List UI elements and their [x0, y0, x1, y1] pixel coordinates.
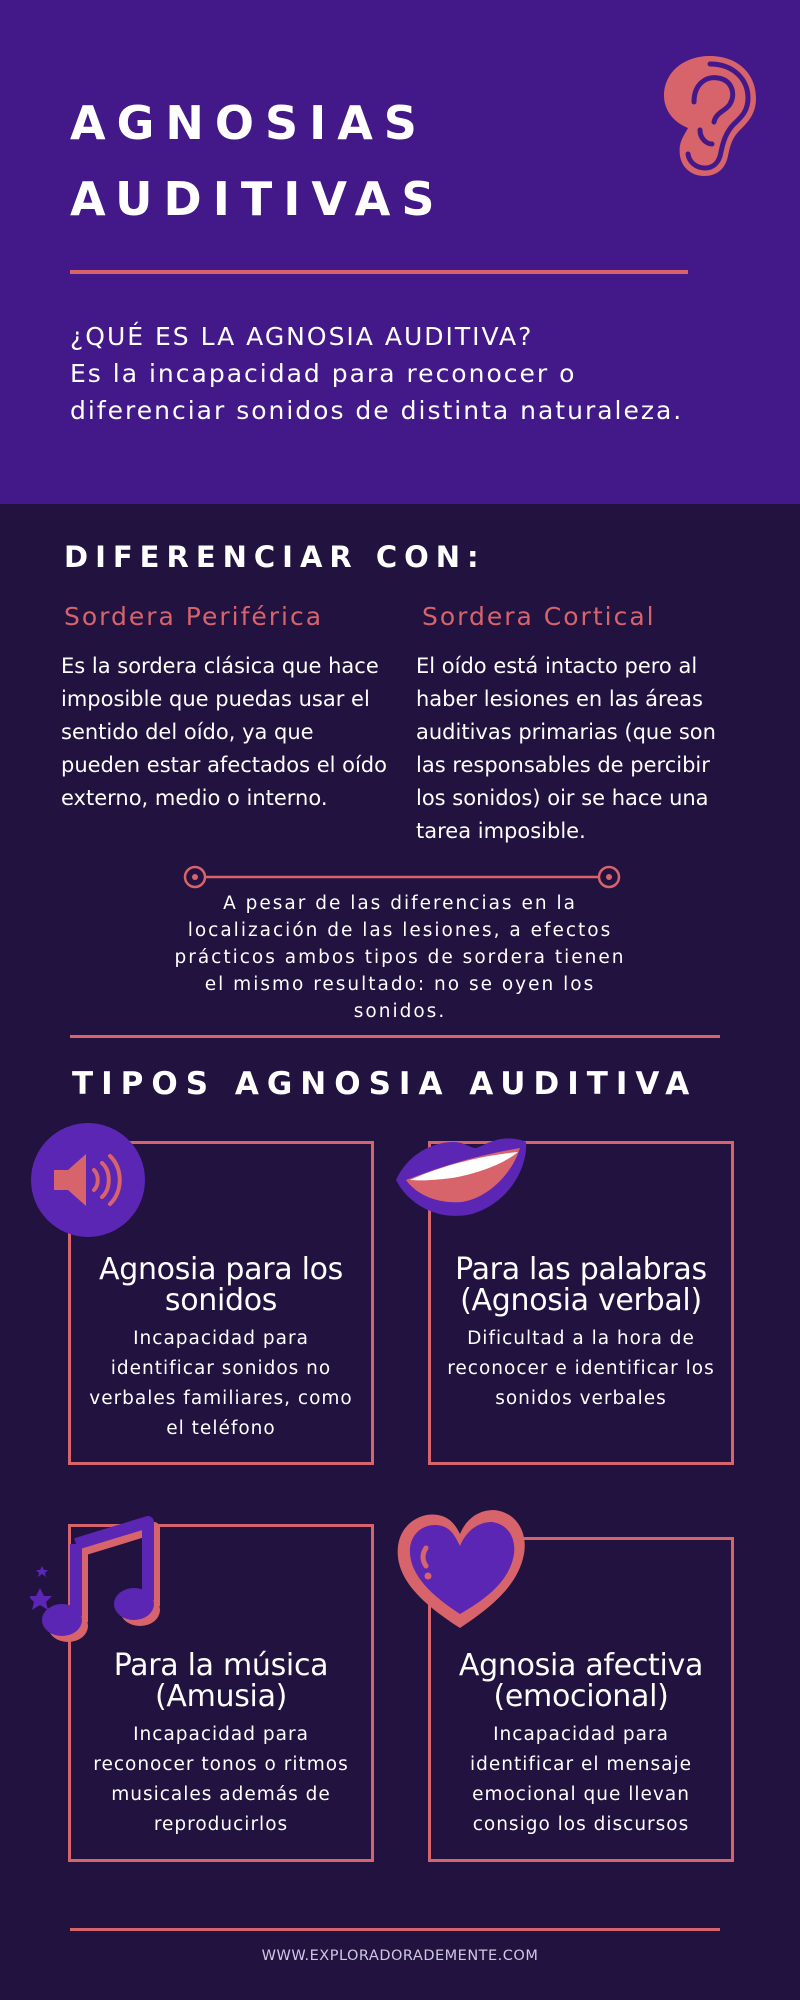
cortical-deafness-text: El oído está intacto pero al haber lesiones en las áreas auditivas primarias (que son las responsables de percibir los sonidos) oir se hace una tarea imposible. [416, 654, 716, 843]
peripheral-deafness-title: Sordera Periférica [64, 602, 324, 631]
title-line-1: AGNOSIAS [70, 96, 428, 150]
type-card-title [431, 1254, 731, 1316]
type-card-title [431, 1650, 731, 1712]
type-card-title-line: (Amusia) [154, 1679, 288, 1714]
type-card-title-line: (emocional) [493, 1679, 669, 1714]
type-card-title-line: Agnosia afectiva [458, 1648, 704, 1683]
footer-website: WWW.EXPLORADORADEMENTE.COM [261, 1948, 539, 1964]
footer-divider [70, 1928, 720, 1931]
types-heading: TIPOS AGNOSIA AUDITIVA [72, 1066, 698, 1102]
music-note-icon [30, 1510, 170, 1660]
title-line-2: AUDITIVAS [70, 172, 446, 226]
type-card-title-line: Agnosia para los [98, 1252, 344, 1287]
difference-heading: DIFERENCIAR CON: [64, 540, 486, 574]
definition-text: Es la incapacidad para reconocer o diferenciar sonidos de distinta naturaleza. [70, 359, 684, 425]
definition-block [70, 318, 710, 429]
heart-icon [390, 1502, 530, 1634]
type-card-description: Incapacidad para identificar el mensaje emocional que llevan consigo los discursos [469, 1724, 693, 1835]
ear-icon [660, 50, 760, 180]
cortical-deafness-title: Sordera Cortical [422, 602, 656, 631]
type-card-description: Incapacidad para identificar sonidos no verbales familiares, como el teléfono [89, 1328, 353, 1439]
type-card-title [71, 1254, 371, 1316]
difference-note: A pesar de las diferencias en la localización de las lesiones, a efectos prácticos ambos tipos de sordera tienen el mismo resultado: no se oyen los sonidos. [174, 893, 626, 1022]
type-card-description: Incapacidad para reconocer tonos o ritmos musicales además de reproducirlos [93, 1724, 349, 1835]
speaker-icon [30, 1122, 146, 1238]
type-card-title-line: (Agnosia verbal) [460, 1283, 702, 1318]
type-card-description: Dificultad a la hora de reconocer e identificar los sonidos verbales [447, 1328, 715, 1409]
type-card-title-line: Para la música [113, 1648, 329, 1683]
type-card-title-line: sonidos [164, 1283, 278, 1318]
peripheral-deafness-text: Es la sordera clásica que hace imposible que puedas usar el sentido del oído, ya que pueden estar afectados el oído externo, medio o interno. [61, 654, 387, 810]
type-card-title-line: Para las palabras [455, 1252, 707, 1287]
section-divider [70, 1035, 720, 1038]
lips-icon [392, 1118, 532, 1226]
scroll-ornament-icon [182, 864, 622, 890]
title-underline [70, 270, 688, 274]
definition-question: ¿QUÉ ES LA AGNOSIA AUDITIVA? [70, 322, 534, 351]
